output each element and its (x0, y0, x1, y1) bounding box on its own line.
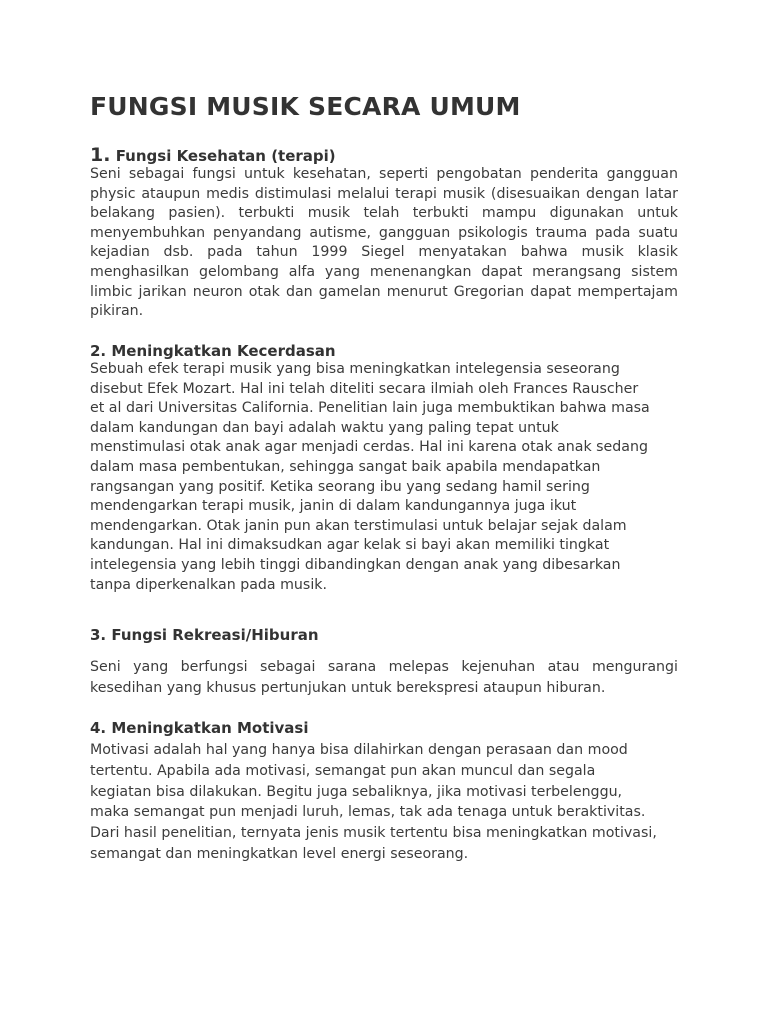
section-1-number: 1. (90, 144, 111, 166)
section-2-number: 2. (90, 342, 107, 360)
section-2-heading (90, 342, 336, 360)
section-2-body: Sebuah efek terapi musik yang bisa meningkatkan intelegensia seseorang disebut Efek Mozart. Hal ini telah diteliti secara ilmiah oleh Frances Rauscher et al dari Universitas California. Penelitian lain juga membuktikan bahwa masa dalam kandungan dan bayi adalah waktu yang paling tepat untuk menstimulasi otak anak agar menjadi cerdas. Hal ini karena otak anak sedang dalam masa pembentukan, sehingga sangat baik apabila mendapatkan rangsangan yang positif. Ketika seorang ibu yang sedang hamil sering mendengarkan terapi musik, janin di dalam kandungannya juga ikut mendengarkan. Otak janin pun akan terstimulasi untuk belajar sejak dalam kandungan. Hal ini dimaksudkan agar kelak si bayi akan memiliki tingkat intelegensia yang lebih tinggi dibandingkan dengan anak yang dibesarkan tanpa diperkenalkan pada musik. (90, 361, 650, 593)
section-4-title: Meningkatkan Motivasi (111, 719, 309, 737)
document-title: FUNGSI MUSIK SECARA UMUM (90, 92, 521, 121)
section-3-title: Fungsi Rekreasi/Hiburan (111, 626, 319, 644)
section-1-title: Fungsi Kesehatan (terapi) (115, 147, 336, 165)
section-3-heading (90, 626, 319, 644)
section-4-heading (90, 719, 309, 737)
section-3-body: Seni yang berfungsi sebagai sarana melepas kejenuhan atau mengurangi kesedihan yang khusus pertunjukan untuk berekspresi ataupun hiburan. (90, 659, 678, 696)
section-2-title: Meningkatkan Kecerdasan (111, 342, 336, 360)
section-4-number: 4. (90, 719, 107, 737)
section-3-number: 3. (90, 626, 107, 644)
section-1-body: Seni sebagai fungsi untuk kesehatan, seperti pengobatan penderita gangguan physic ataupun medis distimulasi melalui terapi musik (disesuaikan dengan latar belakang pasien). terbukti musik telah terbukti mampu digunakan untuk menyembuhkan penyandang autisme, gangguan psikologis trauma pada suatu kejadian dsb. pada tahun 1999 Siegel menyatakan bahwa musik klasik menghasilkan gelombang alfa yang menenangkan dapat merangsang sistem limbic jarikan neuron otak dan gamelan menurut Gregorian dapat mempertajam pikiran. (90, 166, 678, 320)
section-1-heading (90, 144, 336, 166)
section-4-body: Motivasi adalah hal yang hanya bisa dilahirkan dengan perasaan dan mood tertentu. Apabila ada motivasi, semangat pun akan muncul dan segala kegiatan bisa dilakukan. Begitu juga sebaliknya, jika motivasi terbelenggu, maka semangat pun menjadi luruh, lemas, tak ada tenaga untuk beraktivitas. Dari hasil penelitian, ternyata jenis musik tertentu bisa meningkatkan motivasi, semangat dan meningkatkan level energi seseorang. (90, 742, 657, 862)
